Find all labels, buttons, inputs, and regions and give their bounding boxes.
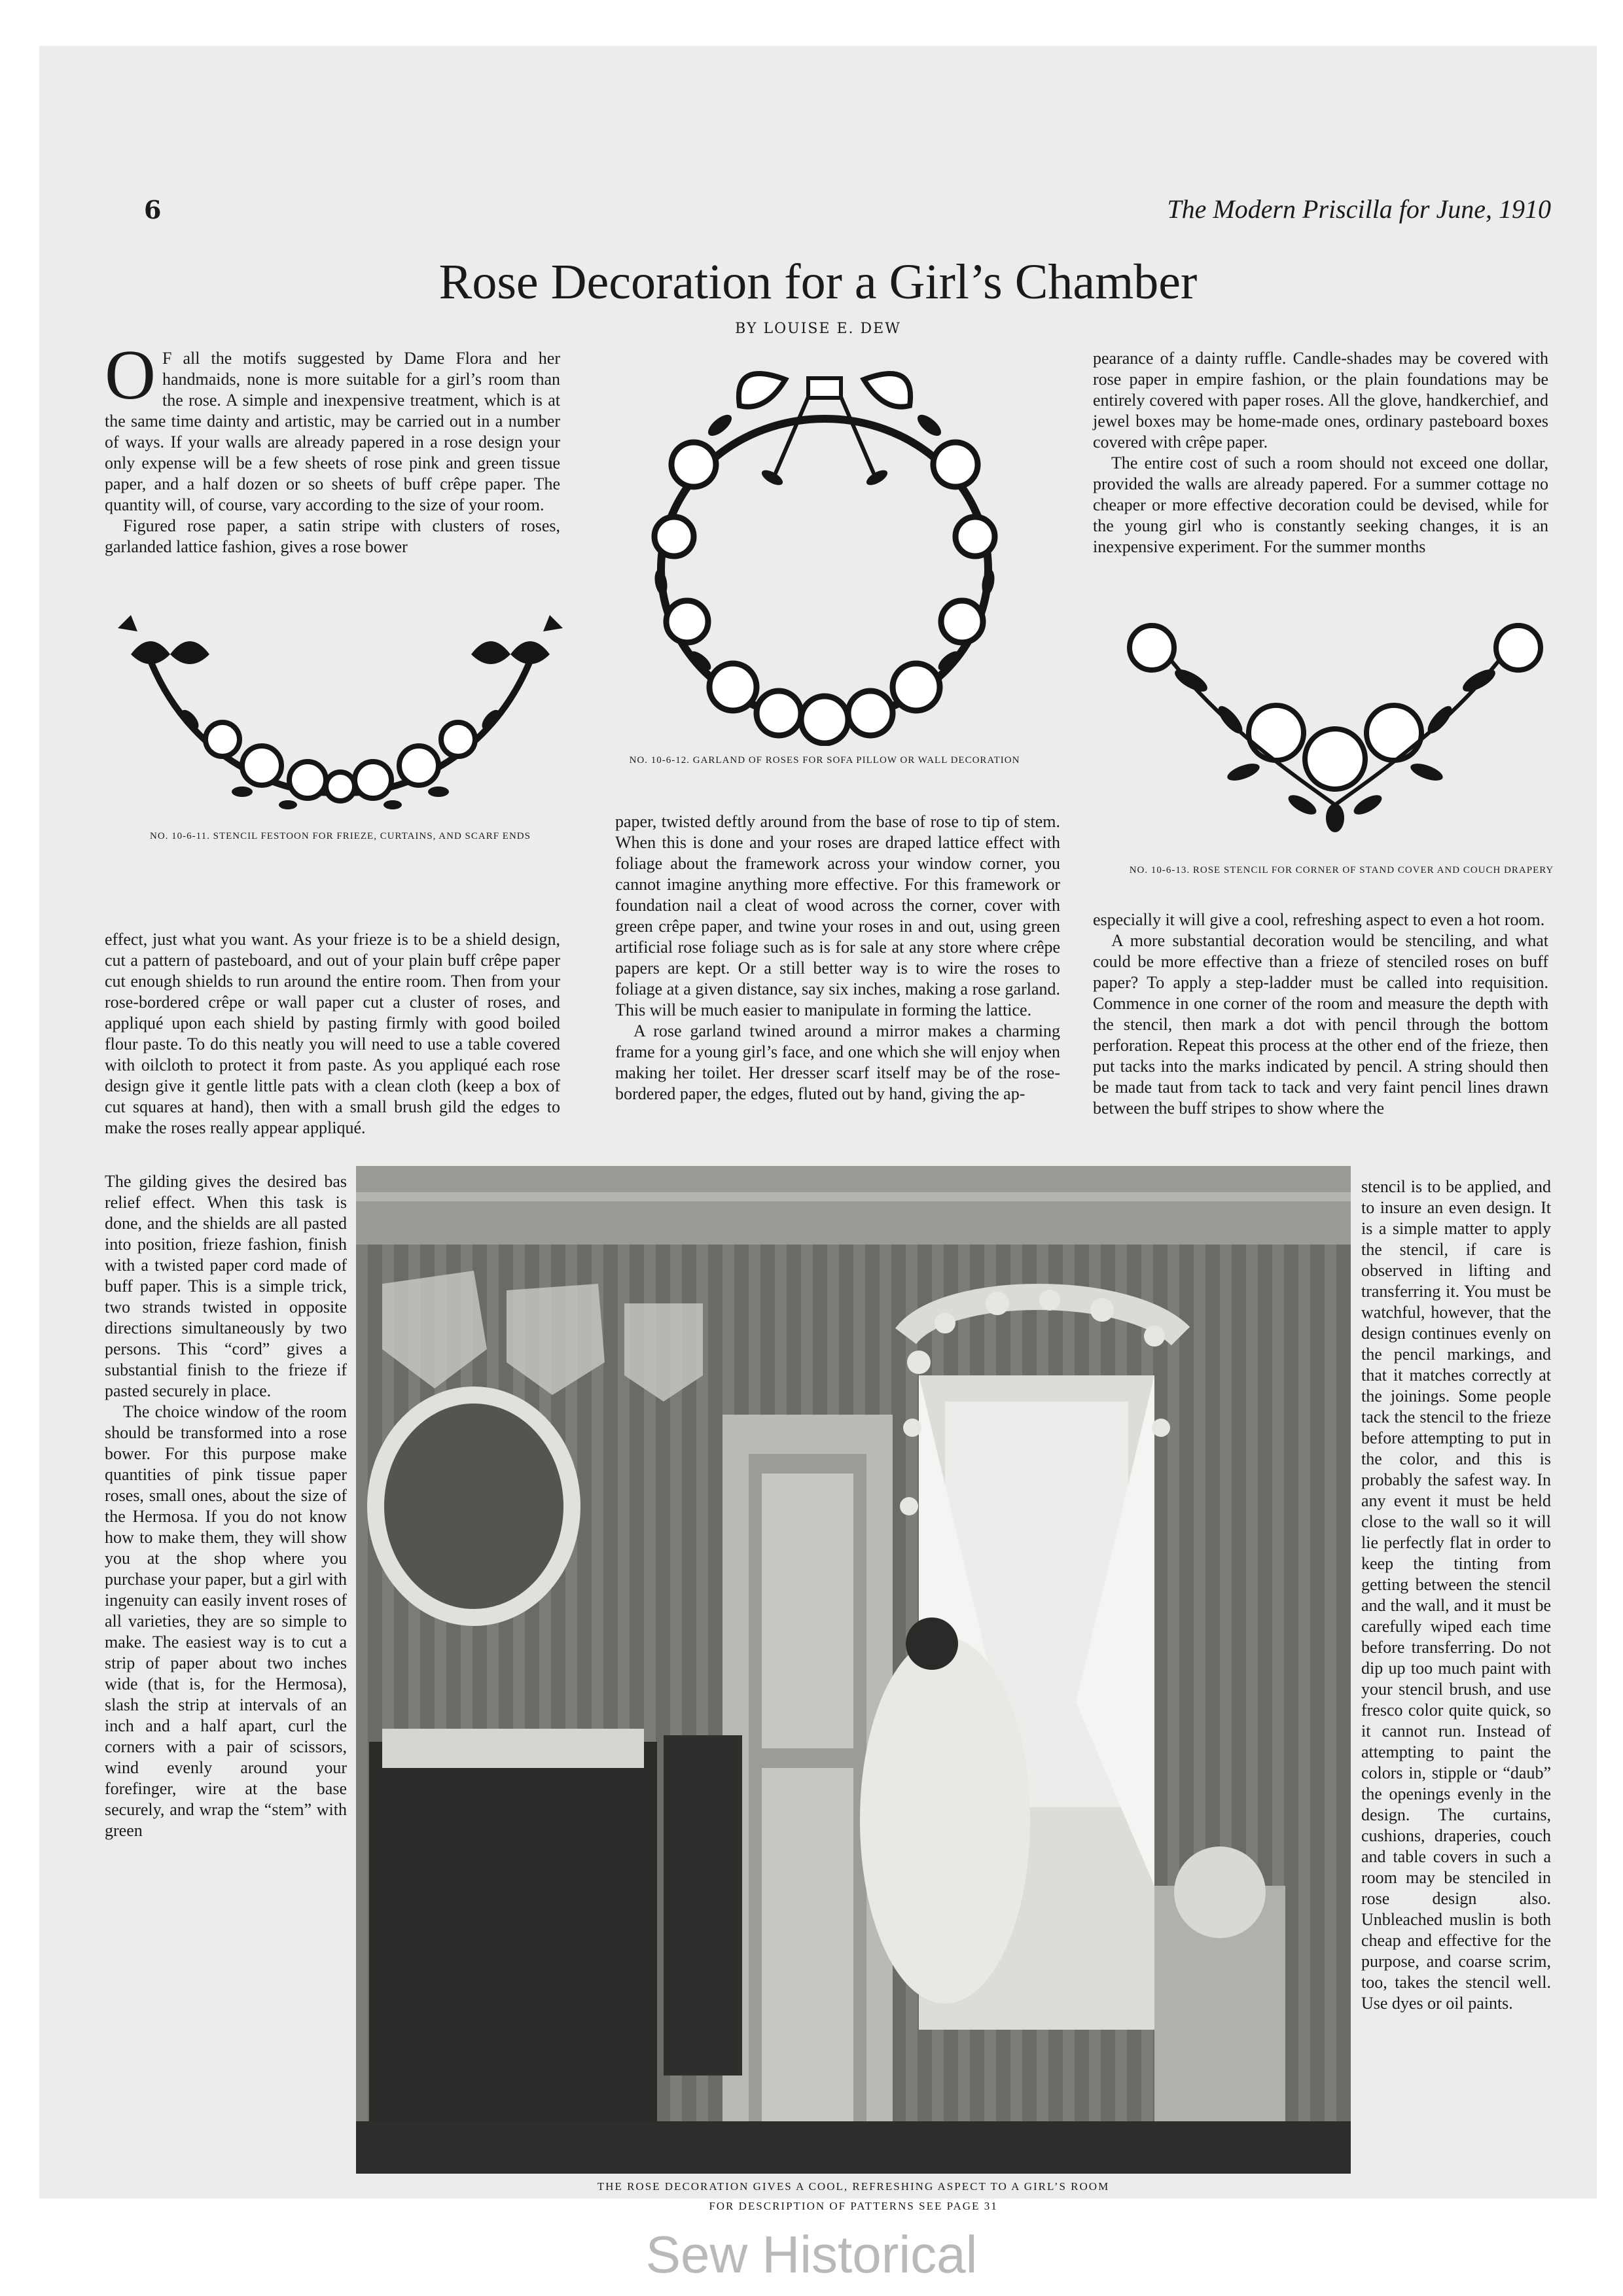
article-title: Rose Decoration for a Girl’s Chamber [438,255,1198,309]
column-3-top [1093,348,1548,557]
figure-2-caption: NO. 10-6-12. GARLAND OF ROSES FOR SOFA PILLOW OR WALL DECORATION [629,755,1020,766]
room-photograph [356,1166,1351,2174]
photo-caption: THE ROSE DECORATION GIVES A COOL, REFRESHING ASPECT TO A GIRL’S ROOM [597,2180,1110,2193]
byline: BY LOUISE E. DEW [735,321,901,337]
column-3-middle [1093,910,1548,1119]
column-1-top [105,336,560,557]
rose-garland-figure [622,353,1027,746]
paragraph: A more substantial decoration would be stenciling, and what could be more effective than a frieze of stenciled roses on buff paper? To apply a step-ladder must be called into requisition. Commence in one corner of the room and measure the depth with the stencil, then mark a dot with pencil through the bottom perforation. Repeat this process at the other end of the frieze, then put tacks into the marks indicated by pencil. A string should then be made taut from tack to tack and very faint pencil lines drawn between the buff stripes to show where the [1093,931,1548,1118]
stencil-festoon-figure [92,609,589,824]
paragraph: effect, just what you want. As your frieze is to be a shield design, cut a pattern of pasteboard, and out of your plain buff crêpe paper cut enough shields to run around the entire room. Then from your rose-bordered crêpe or wall paper cut a cluster of roses, and appliqué upon each shield by pasting firmly with good boiled flour paste. To do this neatly you will need to use a table covered with oilcloth to protect it from paste. As you appliqué each rose design give it gentle little pats with a clean cloth (keep a box of cut squares at hand), then with a small brush gild the edges to make the roses really appear appliqué. [105,930,560,1137]
paragraph: The gilding gives the desired bas relief effect. When this task is done, and the shields are all pasted into position, frieze fashion, finish with a twisted paper cord made of buff paper. This is a simple trick, two strands twisted in opposite directions simultaneously by two persons. This “cord” gives a substantial finish to the frieze if pasted securely in place. [105,1172,347,1400]
column-2-middle [615,811,1060,1104]
magazine-page [39,46,1597,2212]
paragraph: paper, twisted deftly around from the base of rose to tip of stem. When this is done and your roses are draped lattice effect with foliage about the framework across your window corner, you cannot imagine anything more effective. For this framework or foundation nail a cleat of wood across the corner, cover with green crêpe paper, and twine your roses in and out, using green artificial rose foliage such as is for sale at any store where crêpe papers are kept. Or a still better way is to wire the roses to foliage at a given distance, say six inches, making a rose garland. This will be much easier to manipulate in forming the lattice. [615,812,1060,1019]
rose-stencil-corner-figure [1106,609,1564,857]
paragraph: especially it will give a cool, refreshing aspect to even a hot room. [1093,910,1545,929]
photo-caption-patterns: FOR DESCRIPTION OF PATTERNS SEE PAGE 31 [709,2200,998,2212]
paragraph: The entire cost of such a room should not exceed one dollar, provided the walls are already papered. For a summer cottage no cheaper or more effective decoration could be devised, while for the young girl who is constantly seeking changes, it is an inexpensive experiment. For the summer months [1093,453,1548,556]
running-head: The Modern Priscilla for June, 1910 [1167,194,1551,224]
column-1-narrow [105,1171,347,1841]
paragraph: pearance of a dainty ruffle. Candle-shades may be covered with rose paper in empire fashion, or the plain foundations may be entirely covered with paper roses. All the glove, handkerchief, and jewel boxes may be home-made ones, ordinary pasteboard boxes covered with crêpe paper. [1093,349,1548,451]
figure-3-caption: NO. 10-6-13. ROSE STENCIL FOR CORNER OF STAND COVER AND COUCH DRAPERY [1129,865,1554,875]
paragraph: Figured rose paper, a satin stripe with clusters of roses, garlanded lattice fashion, gives a rose bower [105,516,560,556]
column-1-middle [105,929,560,1139]
page-number: 6 [144,195,162,224]
figure-1-caption: NO. 10-6-11. STENCIL FESTOON FOR FRIEZE, CURTAINS, AND SCARF ENDS [150,831,531,841]
room-photo-illustration [356,1166,1351,2174]
paragraph: A rose garland twined around a mirror makes a charming frame for a young girl’s face, and one which she will enjoy when making her toilet. Her dresser scarf itself may be of the rose-bordered paper, the edges, fluted out by hand, giving the ap- [615,1021,1060,1103]
paragraph-intro: F all the motifs suggested by Dame Flora and her handmaids, none is more suitable for a girl’s room than the rose. A simple and inexpensive treatment, which is at the same time dainty and artistic, may be carried out in a number of ways. If your walls are already papered in a rose design your only expense will be a few sheets of rose pink and green tissue paper, and a half dozen or so sheets of buff crêpe paper. The quantity will, of course, vary according to the size of your room. [105,349,560,514]
watermark: Sew Historical [645,2225,978,2284]
column-3-narrow [1361,1176,1551,2014]
paragraph: The choice window of the room should be transformed into a rose bower. For this purpose make quantities of pink tissue paper roses, small ones, about the size of the Hermosa. If you do not know how to make them, they will show you at the shop where you purchase your paper, but a girl with ingenuity can easily invent roses of all varieties, they are so simple to make. The easiest way is to cut a strip of paper about two inches wide (that is, for the Hermosa), slash the strip at intervals of an inch and a half apart, curl the corners with a pair of scissors, wind evenly around your forefinger, wire at the base securely, and wrap the “stem” with green [105,1402,347,1840]
paragraph: stencil is to be applied, and to insure an even design. It is a simple matter to apply the stencil, if care is observed in lifting and transferring it. You must be watchful, however, that the design continues evenly on the pencil markings, and that it matches correctly at the joinings. Some people tack the stencil to the frieze before attempting to put in the color, and this is probably the safest way. In any event it must be held close to the wall so it will lie perfectly flat in order to keep the tinting from getting between the stencil and the wall, and it must be carefully wiped each time before transferring. Do not dip up too much paint with your stencil brush, and use fresco color quite quick, so it cannot run. Instead of attempting to paint the colors in, stipple or “daub” the openings evenly in the design. The curtains, cushions, draperies, couch and table covers in such a room may be stenciled in rose design also. Unbleached muslin is both cheap and effective for the purpose, and coarse scrim, too, takes the stencil well. Use dyes or oil paints. [1361,1177,1551,2013]
drop-cap: O [105,336,156,414]
